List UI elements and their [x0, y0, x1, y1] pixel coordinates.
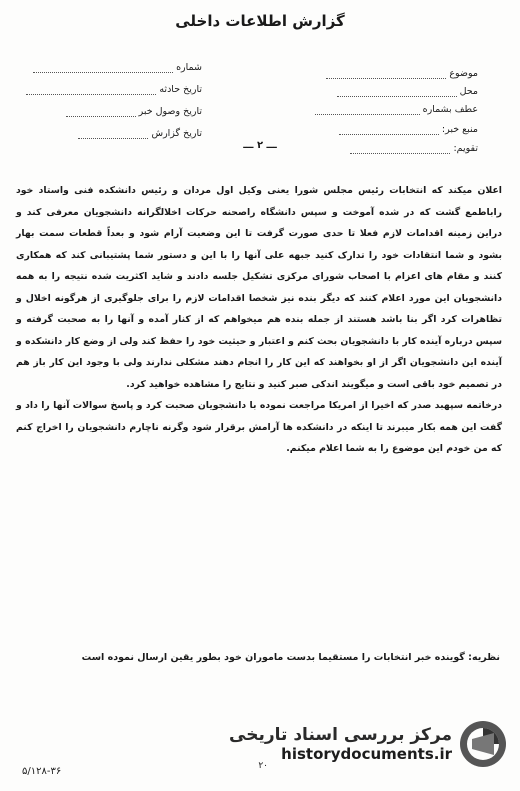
field-report-date-line — [78, 137, 148, 139]
field-source-label: منبع خبر: — [441, 124, 478, 135]
field-receipt-date-label: تاریخ وصول خبر — [138, 106, 202, 117]
field-number-label: شماره — [176, 62, 202, 73]
field-report-date — [78, 128, 202, 139]
field-reference — [315, 104, 478, 115]
field-place — [337, 86, 478, 97]
field-receipt-date — [66, 106, 202, 117]
field-reference-line — [315, 113, 420, 115]
field-place-label: محل — [459, 86, 478, 97]
field-place-line — [337, 95, 457, 97]
note-text: گوینده خبر انتخابات را مستقیما بدست ماموران خود بطور یقین ارسال نموده است — [81, 652, 465, 663]
field-subject-line — [326, 77, 446, 79]
field-report-date-label: تاریخ گزارش — [151, 128, 202, 139]
report-note — [20, 652, 500, 663]
watermark-text — [229, 725, 452, 763]
note-label: نظریه: — [468, 652, 500, 663]
field-subject-label: موضوع — [449, 68, 478, 79]
field-reference-label: عطف بشماره — [422, 104, 478, 115]
page-number: ـــ ۲ ـــ — [243, 140, 277, 151]
field-incident-date — [26, 84, 202, 95]
field-incident-date-line — [26, 93, 156, 95]
watermark-url: historydocuments.ir — [281, 745, 452, 763]
watermark-logo-icon — [458, 719, 508, 769]
field-number — [33, 62, 202, 73]
paragraph-2: درخاتمه سپهبد صدر که اخیرا از امریکا مراجعت نموده با دانشجویان صحبت کرد و پاسخ سوالات آنها را داد و گفت این همه بکار میبرند تا اینکه در دانشکده ها آرامش برقرار شود وگرنه ناچارم دانشجویان را اخراج کنم که من خودم این موضوع را به شما اعلام میکنم. — [16, 400, 502, 454]
field-evaluation-line — [350, 152, 450, 154]
field-subject — [326, 68, 478, 79]
field-source-line — [339, 133, 439, 135]
field-evaluation-label: تقویم: — [453, 143, 478, 154]
report-body — [16, 180, 502, 460]
watermark — [218, 713, 508, 775]
paragraph-1: اعلان میکند که انتخابات رئیس مجلس شورا یعنی وکیل اول مردان و رئیس دانشکده فنی واستاد خود راباطمع گشت که در شده آموخت و سپس دانشگاه راصحنه حرکات اخلالگرانه دانشجویان معرفی کند و دراین زمینه اقدامات لازم فعلا تا حدی صورت گرفت تا این وضعیت آرام شود و بعداً قطعات سمت بهار بشود و شما انتقادات خود را تدارک کنید جبهه علی آنها را با این و دستور شما پشتیبانی کند که همکاری کنند و مقام های اعزام با اصحاب شورای مرکزی تشکیل جلسه دادند و شاید اکثریت شده نتیجه را به همه دانشجویان این مورد اعلام کنند که دیگر بنده نیز شخصا اقدامات لازم را برای جلوگیری از هرگونه اخلال و تظاهرات کرد اگر بنا باشد هستند از جمله بنده هم میخواهم که از کنار آمده و آنها را به صحبت گرفته و سپس درباره آینده کار با دانشجویان بحث کنم و اعتبار و حیثیت خود را حفظ کند ولی از وضع کار دانشکده و آینده این دانشجویان اگر از او بخواهند که این کار را انجام دهند مشکلی ندارند ولی با وجود این کار باز هم در تصمیم خود باقی است و میگویند اندکی صبر کنید و نتایج را مشاهده خواهید کرد. — [16, 185, 502, 390]
field-source — [339, 124, 478, 135]
page-title: گزارش اطلاعات داخلی — [175, 12, 345, 30]
document-code: ۵/۱۲۸-۳۶ — [22, 766, 62, 777]
field-incident-date-label: تاریخ حادثه — [159, 84, 202, 95]
margin-number: ۲۰ — [258, 761, 268, 771]
field-number-line — [33, 71, 173, 73]
field-receipt-date-line — [66, 115, 136, 117]
watermark-name: مرکز بررسی اسناد تاریخی — [229, 725, 452, 745]
